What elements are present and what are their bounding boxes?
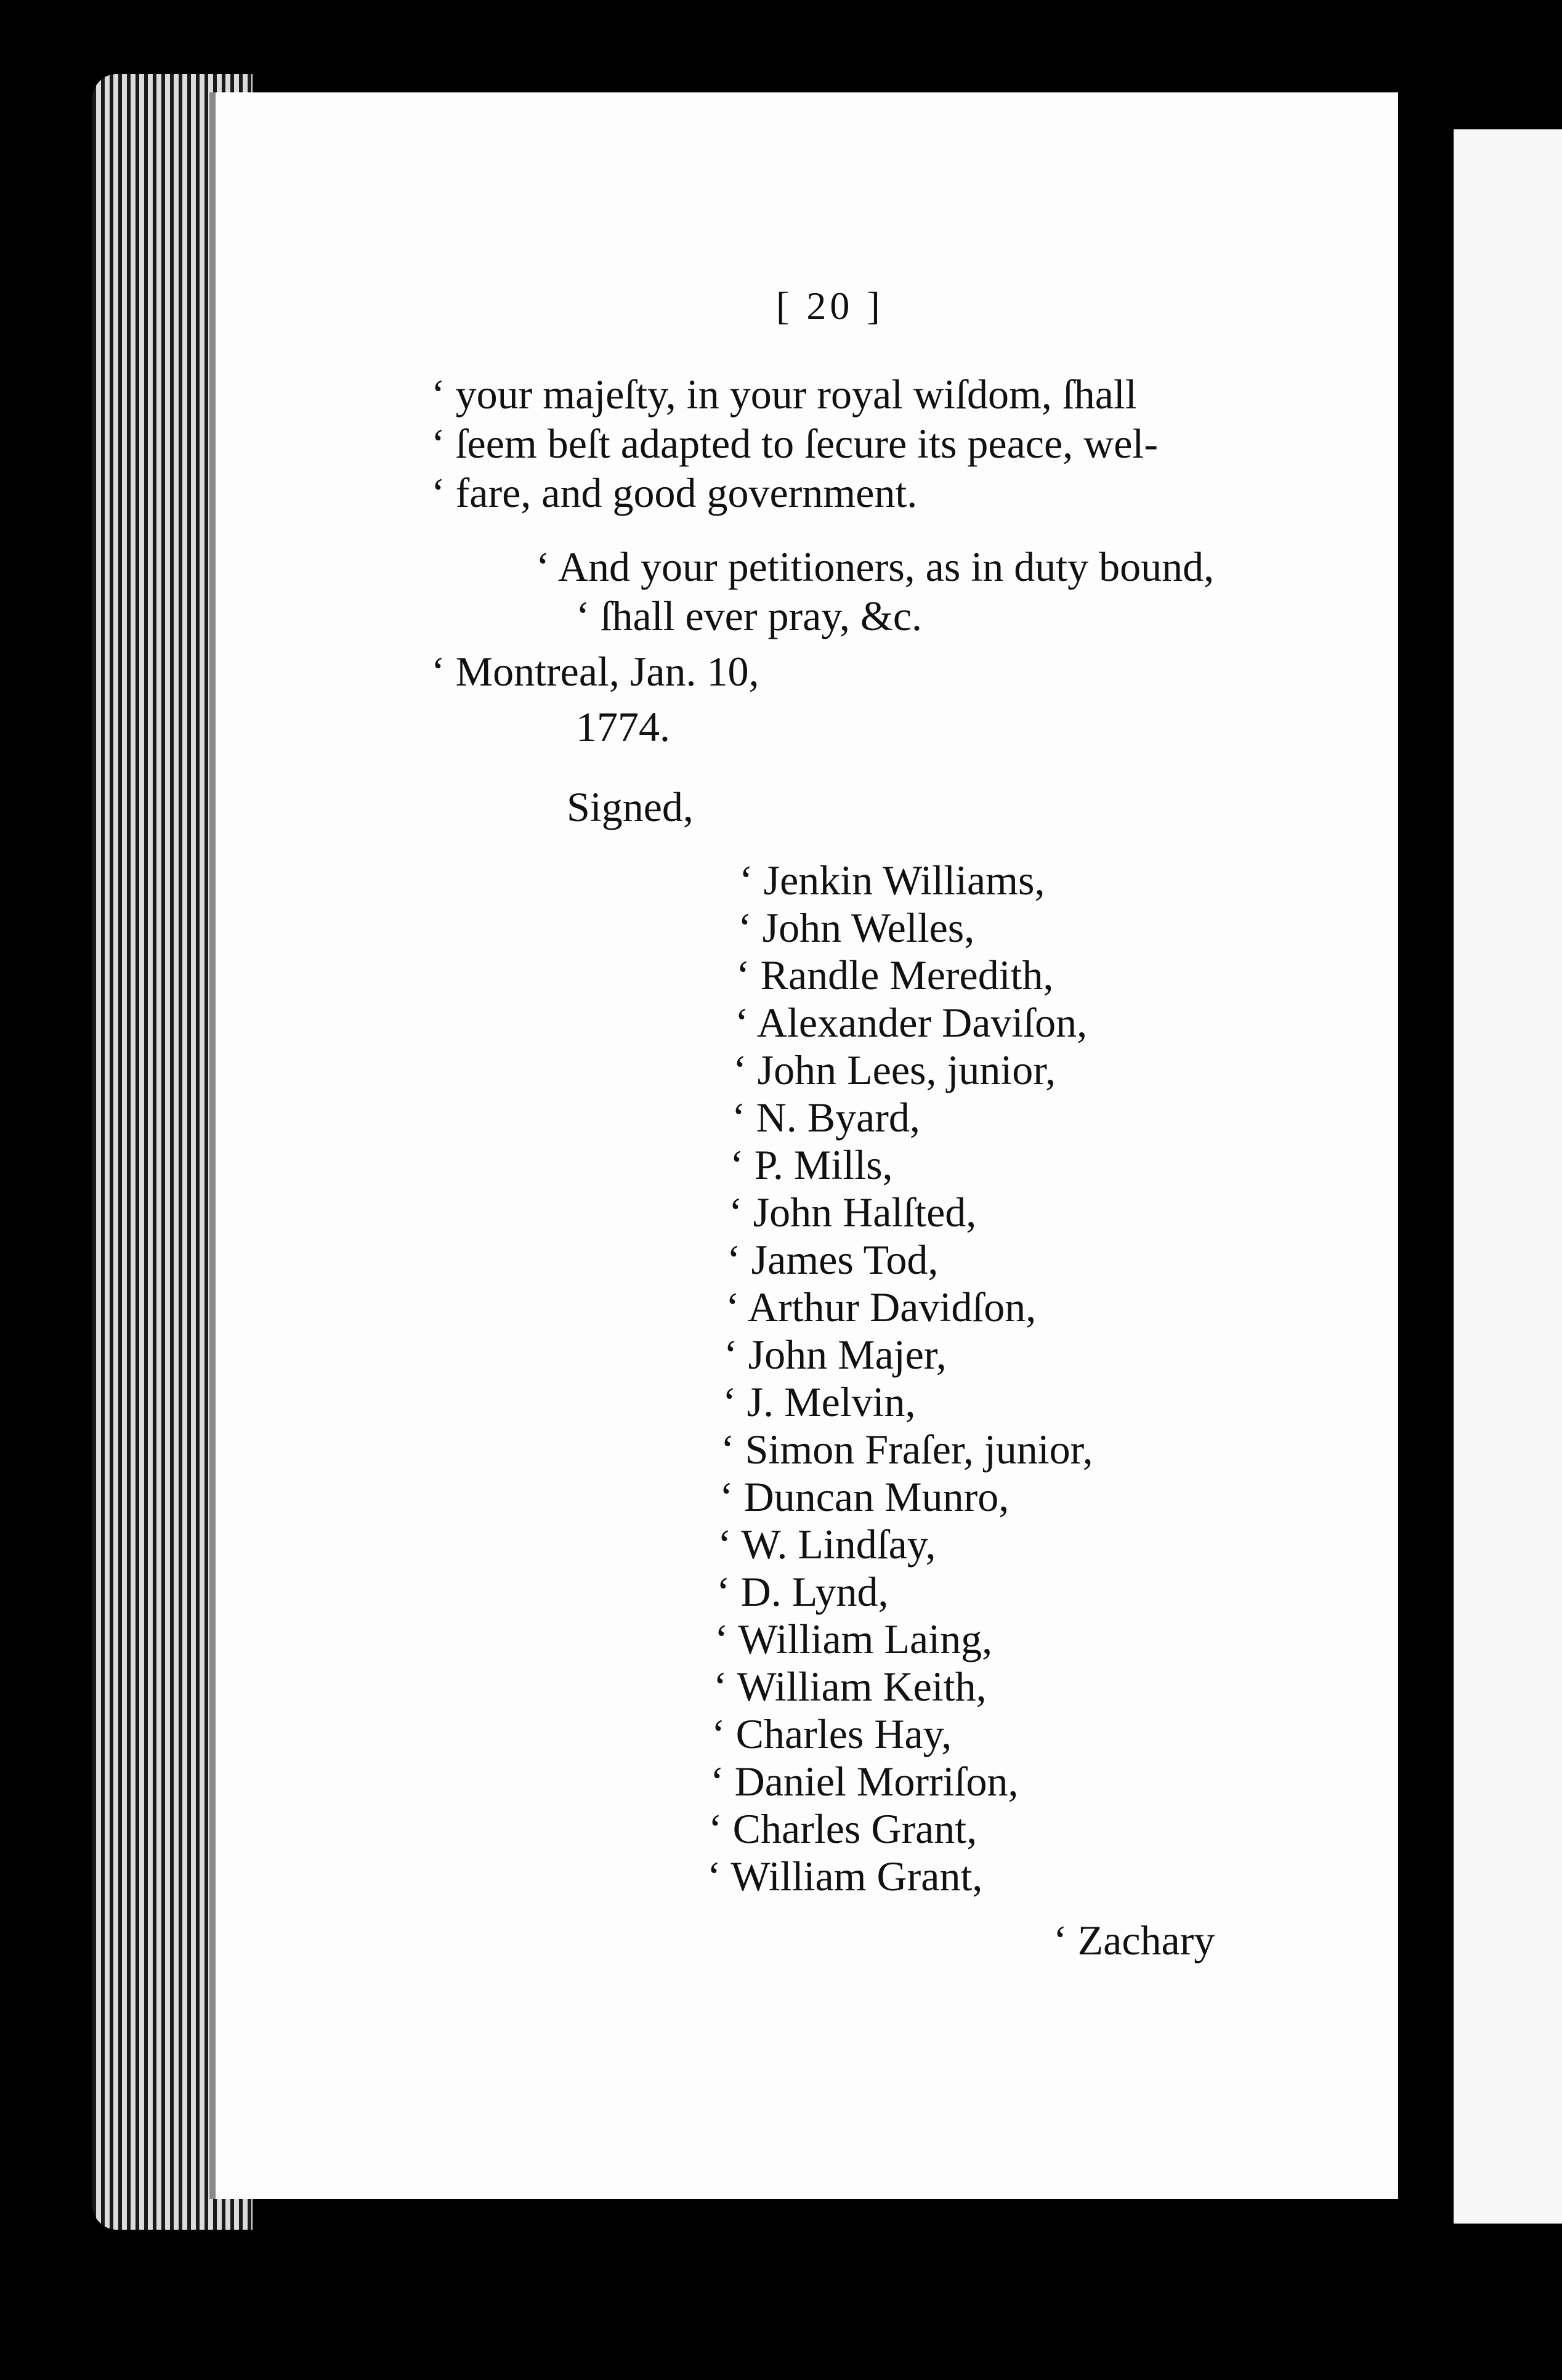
signatory-name: ‘ William Grant, bbox=[707, 1853, 983, 1900]
signed-label: Signed, bbox=[567, 783, 694, 830]
closing-line-1: ‘ And your petitioners, as in duty bound, bbox=[536, 543, 1215, 590]
signatory-name: ‘ W. Lindſay, bbox=[718, 1521, 936, 1568]
year-line: 1774. bbox=[576, 703, 670, 750]
catchword: ‘ Zachary bbox=[1053, 1917, 1215, 1964]
signatory-name: ‘ J. Melvin, bbox=[722, 1378, 916, 1425]
petition-line-1: ‘ your majeſty, in your royal wiſdom, ſhall bbox=[431, 371, 1137, 418]
signatory-name: ‘ Jenkin Williams, bbox=[739, 857, 1045, 904]
signatory-name: ‘ Alexander Daviſon, bbox=[735, 999, 1088, 1046]
signatory-name: ‘ James Tod, bbox=[727, 1236, 939, 1283]
signatory-name: ‘ John Lees, junior, bbox=[733, 1046, 1056, 1093]
closing-line-2: ‘ ſhall ever pray, &c. bbox=[576, 593, 922, 639]
signatory-name: ‘ John Welles, bbox=[738, 904, 975, 951]
facing-page bbox=[1454, 129, 1562, 2224]
signatory-name: ‘ William Laing, bbox=[714, 1616, 993, 1662]
signatory-name: ‘ Charles Grant, bbox=[708, 1805, 977, 1852]
signatory-name: ‘ William Keith, bbox=[713, 1663, 987, 1710]
page-number: [ 20 ] bbox=[776, 284, 884, 328]
signatory-name: ‘ Randle Meredith, bbox=[736, 952, 1054, 998]
petition-line-3: ‘ fare, and good government. bbox=[431, 469, 918, 516]
signatory-name: ‘ Charles Hay, bbox=[711, 1710, 952, 1757]
signatory-name: ‘ John Halſted, bbox=[729, 1189, 977, 1236]
signatory-name: ‘ D. Lynd, bbox=[716, 1568, 889, 1615]
signatory-name: ‘ N. Byard, bbox=[732, 1094, 920, 1141]
signatory-name: ‘ Duncan Munro, bbox=[719, 1473, 1010, 1520]
petition-line-2: ‘ ſeem beſt adapted to ſecure its peace, wel- bbox=[431, 420, 1158, 467]
signatory-name: ‘ Daniel Morriſon, bbox=[710, 1758, 1019, 1805]
signatory-name: ‘ Arthur Davidſon, bbox=[726, 1284, 1037, 1330]
signatory-name: ‘ Simon Fraſer, junior, bbox=[721, 1426, 1093, 1473]
signatory-name: ‘ P. Mills, bbox=[730, 1141, 893, 1188]
signatory-name: ‘ John Majer, bbox=[724, 1331, 947, 1378]
date-line: ‘ Montreal, Jan. 10, bbox=[431, 648, 759, 695]
